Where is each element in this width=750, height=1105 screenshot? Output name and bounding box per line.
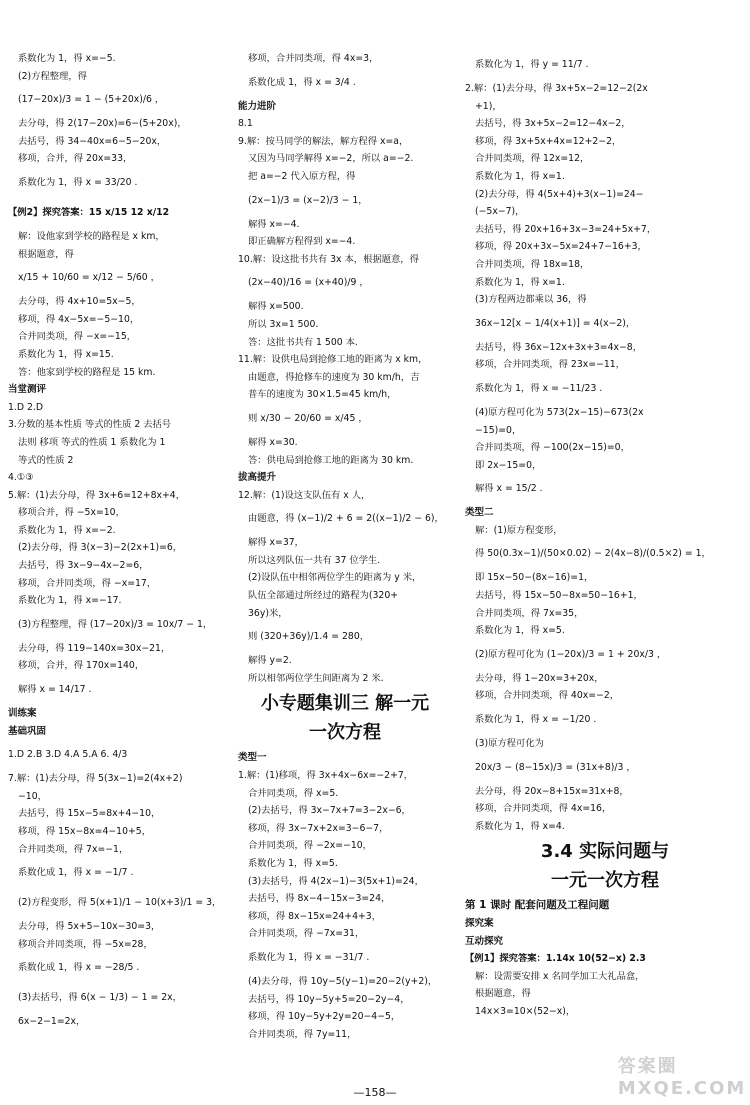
col2-line: 即正确解方程得到 x=−4. bbox=[248, 236, 356, 248]
col3-line: 一元一次方程 bbox=[551, 870, 659, 892]
col2-line: 系数化为 1，得 x=5. bbox=[248, 858, 338, 869]
col3-line: 去括号，得 36x−12x+3x+3=4x−8， bbox=[475, 341, 643, 353]
col1-line: (2)去分母，得 3(x−3)−2(2x+1)=6， bbox=[18, 542, 183, 554]
col1-line: (17−20x)/3 = 1 − (5+20x)/6 ， bbox=[18, 94, 165, 106]
col1-line: 去括号，得 34−40x=6−5−20x， bbox=[18, 135, 167, 147]
col3-line: 2.解：(1)去分母，得 3x+5x−2=12−2(2x bbox=[465, 83, 648, 94]
col2-line: 把 a=−2 代入原方程，得 bbox=[248, 170, 356, 182]
col2-line: 小专题集训三 解一元 bbox=[260, 693, 430, 715]
col1-line: 根据题意，得 bbox=[18, 248, 74, 260]
column-left bbox=[8, 50, 226, 1031]
col3-line: 合并同类项，得 −100(2x−15)=0， bbox=[475, 442, 630, 454]
col3-line: 【例1】探究答案：1.14x 10(52−x) 2.3 bbox=[465, 953, 646, 965]
col3-line: (3)原方程可化为 bbox=[475, 738, 544, 750]
col2-line: 则 x/30 − 20/60 = x/45 ， bbox=[248, 412, 368, 424]
col2-line: 一次方程 bbox=[309, 722, 381, 744]
col3-line: 根据题意，得 bbox=[475, 988, 531, 1000]
col2-line: 8.1 bbox=[238, 118, 253, 130]
col1-line: x/15 + 10/60 = x/12 − 5/60 ， bbox=[18, 272, 160, 284]
col1-line: 解得 x = 14/17 . bbox=[18, 684, 92, 696]
col2-line: 普车的速度为 30×1.5=45 km/h， bbox=[248, 389, 397, 401]
col1-line: 解：设他家到学校的路程是 x km， bbox=[18, 230, 165, 242]
col3-line: 36x−12[x − 1/4(x+1)] = 4(x−2)， bbox=[475, 317, 636, 329]
col3-line: 14x×3=10×(52−x)， bbox=[475, 1005, 576, 1017]
col1-line: 移项合并，得 −5x=10， bbox=[18, 507, 125, 519]
col1-line: 移项，合并，得 20x=33， bbox=[18, 153, 133, 165]
col3-line: 移项，得 3x+5x+4x=12+2−2， bbox=[475, 135, 622, 147]
col3-line: 移项，合并同类项，得 40x=−2， bbox=[475, 690, 620, 702]
col1-line: 系数化为 1，得 x=15. bbox=[18, 348, 114, 360]
col2-line: 移项，合并同类项，得 4x=3， bbox=[248, 53, 379, 64]
col3-line: 合并同类项，得 7x=35， bbox=[475, 607, 584, 619]
col3-line: 系数化为 1，得 x=1. bbox=[475, 170, 565, 182]
col3-line: 合并同类项，得 18x=18， bbox=[475, 258, 590, 270]
col1-line: 【例2】探究答案：15 x/15 12 x/12 bbox=[8, 206, 170, 218]
col2-line: 合并同类项，得 −2x=−10， bbox=[248, 840, 372, 852]
col3-line: 探究案 bbox=[465, 918, 494, 929]
col2-line: 所以这列队伍一共有 37 位学生. bbox=[248, 554, 381, 566]
col1-line: 当堂测评 bbox=[8, 384, 47, 396]
col3-line: 互动探究 bbox=[465, 935, 504, 947]
col2-line: (2x−1)/3 = (x−2)/3 − 1， bbox=[248, 194, 368, 206]
col3-line: 解得 x = 15/2 . bbox=[475, 483, 543, 495]
col1-line: 1.D 2.B 3.D 4.A 5.A 6. 4/3 bbox=[8, 749, 128, 761]
col1-line: 系数化成 1，得 x = −1/7 . bbox=[18, 867, 134, 879]
col2-line: (2x−40)/16 = (x+40)/9 ， bbox=[248, 277, 369, 289]
col1-line: 移项，合并，得 170x=140， bbox=[18, 660, 145, 672]
col1-line: 系数化为 1，得 x=−2. bbox=[18, 524, 116, 536]
col3-line: 去括号，得 15x−50−8x=50−16+1， bbox=[475, 590, 643, 602]
col1-line: 系数化为 1，得 x=−17. bbox=[18, 595, 122, 607]
col1-line: 答：他家到学校的路程是 15 km. bbox=[18, 366, 156, 378]
col3-line: 系数化为 1，得 x=4. bbox=[475, 820, 565, 832]
col2-line: 36y)米， bbox=[248, 607, 288, 619]
col3-line: (3)方程两边都乘以 36，得 bbox=[475, 294, 587, 306]
col2-line: 队伍全部通过所经过的路程为(320+ bbox=[248, 590, 399, 602]
col2-line: 解得 x=37， bbox=[248, 537, 304, 549]
col3-line: (2)去分母，得 4(5x+4)+3(x−1)=24− bbox=[475, 188, 644, 200]
col3-line: 系数化为 1，得 x=5. bbox=[475, 625, 565, 637]
col2-line: 合并同类项，得 −7x=31， bbox=[248, 928, 365, 940]
col2-line: 答：供电局到抢修工地的距离为 30 km. bbox=[248, 454, 414, 466]
col1-line: 法则 移项 等式的性质 1 系数化为 1 bbox=[18, 436, 166, 448]
col2-line: 合并同类项，得 7y=11， bbox=[248, 1028, 357, 1040]
col1-line: 合并同类项，得 7x=−1， bbox=[18, 843, 129, 855]
col3-line: 合并同类项，得 12x=12， bbox=[475, 153, 590, 165]
col1-line: 去括号，得 15x−5=8x+4−10， bbox=[18, 808, 161, 820]
col2-line: 又因为马同学解得 x=−2，所以 a=−2. bbox=[248, 153, 414, 165]
col1-line: 移项，合并同类项，得 −x=17， bbox=[18, 577, 157, 589]
col2-line: 所以相邻两位学生间距离为 2 米. bbox=[248, 672, 384, 684]
column-middle bbox=[238, 50, 452, 1043]
col1-line: 3.分数的基本性质 等式的性质 2 去括号 bbox=[8, 419, 172, 431]
col2-line: (2)设队伍中相邻两位学生的距离为 y 米， bbox=[248, 572, 422, 584]
col1-line: 去分母，得 2(17−20x)=6−(5+20x)， bbox=[18, 118, 187, 130]
col3-line: 系数化为 1，得 x = −11/23 . bbox=[475, 382, 603, 394]
col3-line: 解：设需要安排 x 名同学加工大礼品盒， bbox=[475, 970, 645, 982]
col2-line: 答：这批书共有 1 500 本. bbox=[248, 336, 358, 348]
col3-line: 即 2x−15=0， bbox=[475, 459, 542, 471]
col1-line: 6x−2−1=2x， bbox=[18, 1016, 86, 1028]
col2-line: 10.解：设这批书共有 3x 本，根据题意，得 bbox=[238, 253, 419, 265]
col1-line: 系数化成 1，得 x = −28/5 . bbox=[18, 962, 140, 974]
col3-line: +1)， bbox=[475, 100, 502, 112]
col2-line: 拔高提升 bbox=[238, 472, 277, 484]
col2-line: 由题意，得 (x−1)/2 + 6 = 2((x−1)/2 − 6)， bbox=[248, 513, 444, 525]
col3-line: 移项，合并同类项，得 23x=−11， bbox=[475, 359, 625, 371]
col3-line: (−5x−7)， bbox=[475, 206, 525, 218]
col3-line: 去分母，得 20x−8+15x=31x+8， bbox=[475, 785, 629, 797]
col2-line: (3)去括号，得 4(2x−1)−3(5x+1)=24， bbox=[248, 875, 424, 887]
col2-line: 系数化成 1，得 x = 3/4 . bbox=[248, 76, 356, 88]
col3-line: 去括号，得 20x+16+3x−3=24+5x+7， bbox=[475, 223, 657, 235]
col1-line: 移项，得 15x−8x=4−10+5， bbox=[18, 826, 152, 837]
col3-line: (2)原方程可化为 (1−20x)/3 = 1 + 20x/3 ， bbox=[475, 648, 667, 660]
col2-line: 移项，得 3x−7x+2x=3−6−7， bbox=[248, 822, 389, 834]
col1-line: 移项合并同类项，得 −5x=28， bbox=[18, 938, 153, 950]
col3-line: 20x/3 − (8−15x)/3 = (31x+8)/3 ， bbox=[475, 761, 636, 773]
col2-line: 12.解：(1)设这支队伍有 x 人， bbox=[238, 489, 371, 501]
col2-line: 解得 x=−4. bbox=[248, 218, 300, 230]
watermark-logo: 答案圈 MXQE.COM bbox=[617, 1055, 747, 1099]
col3-line: 解：(1)原方程变形， bbox=[475, 524, 563, 536]
col1-line: 移项，得 4x−5x=−5−10， bbox=[18, 313, 140, 325]
col2-line: 去括号，得 8x−4−15x−3=24， bbox=[248, 893, 391, 905]
col3-line: (4)原方程可化为 573(2x−15)−673(2x bbox=[475, 406, 644, 418]
col1-line: 去分母，得 5x+5−10x−30=3， bbox=[18, 921, 161, 933]
col1-line: (3)方程整理，得 (17−20x)/3 = 10x/7 − 1， bbox=[18, 618, 213, 630]
col3-line: 得 50(0.3x−1)/(50×0.02) − 2(4x−8)/(0.5×2) = 1， bbox=[475, 548, 711, 560]
col3-line: 去括号，得 3x+5x−2=12−4x−2， bbox=[475, 118, 631, 130]
col2-line: 去括号，得 10y−5y+5=20−2y−4， bbox=[248, 993, 410, 1005]
col2-line: (2)去括号，得 3x−7x+7=3−2x−6， bbox=[248, 805, 411, 817]
page-number: —158— bbox=[353, 1086, 397, 1099]
col3-line: 移项，得 20x+3x−5x=24+7−16+3， bbox=[475, 241, 647, 253]
col2-line: 能力进阶 bbox=[238, 100, 277, 112]
col2-line: 合并同类项，得 x=5. bbox=[248, 787, 339, 799]
col1-line: 等式的性质 2 bbox=[18, 454, 74, 466]
col2-line: 则 (320+36y)/1.4 = 280， bbox=[248, 631, 370, 643]
col2-line: 所以 3x=1 500. bbox=[248, 318, 319, 330]
col1-line: 去分母，得 4x+10=5x−5， bbox=[18, 296, 141, 308]
col1-line: 去分母，得 119−140x=30x−21， bbox=[18, 642, 171, 654]
col1-line: (2)方程整理，得 bbox=[18, 70, 87, 82]
col1-line: 5.解：(1)去分母，得 3x+6=12+8x+4， bbox=[8, 489, 186, 501]
col3-line: 去分母，得 1−20x=3+20x， bbox=[475, 672, 604, 684]
col3-line: −15)=0， bbox=[475, 424, 522, 436]
col1-line: 7.解：(1)去分母，得 5(3x−1)=2(4x+2) bbox=[8, 773, 183, 785]
col2-line: 解得 y=2. bbox=[248, 655, 292, 667]
col2-line: 移项，得 10y−5y+2y=20−4−5， bbox=[248, 1011, 401, 1023]
column-right bbox=[465, 50, 745, 1021]
col1-line: −10， bbox=[18, 790, 47, 802]
col2-line: 由题意，得抢修车的速度为 30 km/h，吉 bbox=[248, 371, 420, 383]
col2-line: 9.解：按马同学的解法，解方程得 x=a， bbox=[238, 135, 409, 147]
col1-line: 去括号，得 3x−9−4x−2=6， bbox=[18, 560, 149, 572]
col3-line: 3.4 实际问题与 bbox=[540, 841, 670, 863]
col3-line: 类型二 bbox=[465, 507, 494, 519]
col1-line: 1.D 2.D bbox=[8, 401, 44, 413]
col1-line: (2)方程变形，得 5(x+1)/1 − 10(x+3)/1 = 3， bbox=[18, 897, 222, 909]
col3-line: 系数化为 1，得 y = 11/7 . bbox=[475, 59, 589, 70]
col1-line: 训练案 bbox=[8, 708, 37, 720]
col2-line: 解得 x=500. bbox=[248, 301, 304, 313]
col3-line: 系数化为 1，得 x=1. bbox=[475, 276, 565, 288]
col1-line: 4.①③ bbox=[8, 472, 34, 484]
col2-line: 类型一 bbox=[238, 752, 267, 764]
col3-line: 移项，合并同类项，得 4x=16， bbox=[475, 803, 612, 815]
col1-line: 系数化为 1，得 x=−5. bbox=[18, 53, 116, 64]
col2-line: 1.解：(1)移项，得 3x+4x−6x=−2+7， bbox=[238, 770, 414, 782]
col3-line: 第 1 课时 配套问题及工程问题 bbox=[465, 899, 610, 912]
col3-line: 系数化为 1，得 x = −1/20 . bbox=[475, 714, 597, 726]
col3-line: 即 15x−50−(8x−16)=1， bbox=[475, 572, 594, 584]
col1-line: 系数化为 1，得 x = 33/20 . bbox=[18, 176, 138, 188]
col1-line: 合并同类项，得 −x=−15， bbox=[18, 331, 137, 343]
col1-line: (3)去括号，得 6(x − 1/3) − 1 = 2x， bbox=[18, 992, 182, 1004]
col2-line: 11.解：设供电局到抢修工地的距离为 x km， bbox=[238, 354, 428, 366]
col2-line: (4)去分母，得 10y−5(y−1)=20−2(y+2)， bbox=[248, 975, 438, 987]
col2-line: 移项，得 8x−15x=24+4+3， bbox=[248, 910, 382, 922]
col2-line: 系数化为 1，得 x = −31/7 . bbox=[248, 951, 370, 963]
col1-line: 基础巩固 bbox=[8, 725, 47, 737]
col2-line: 解得 x=30. bbox=[248, 436, 298, 448]
